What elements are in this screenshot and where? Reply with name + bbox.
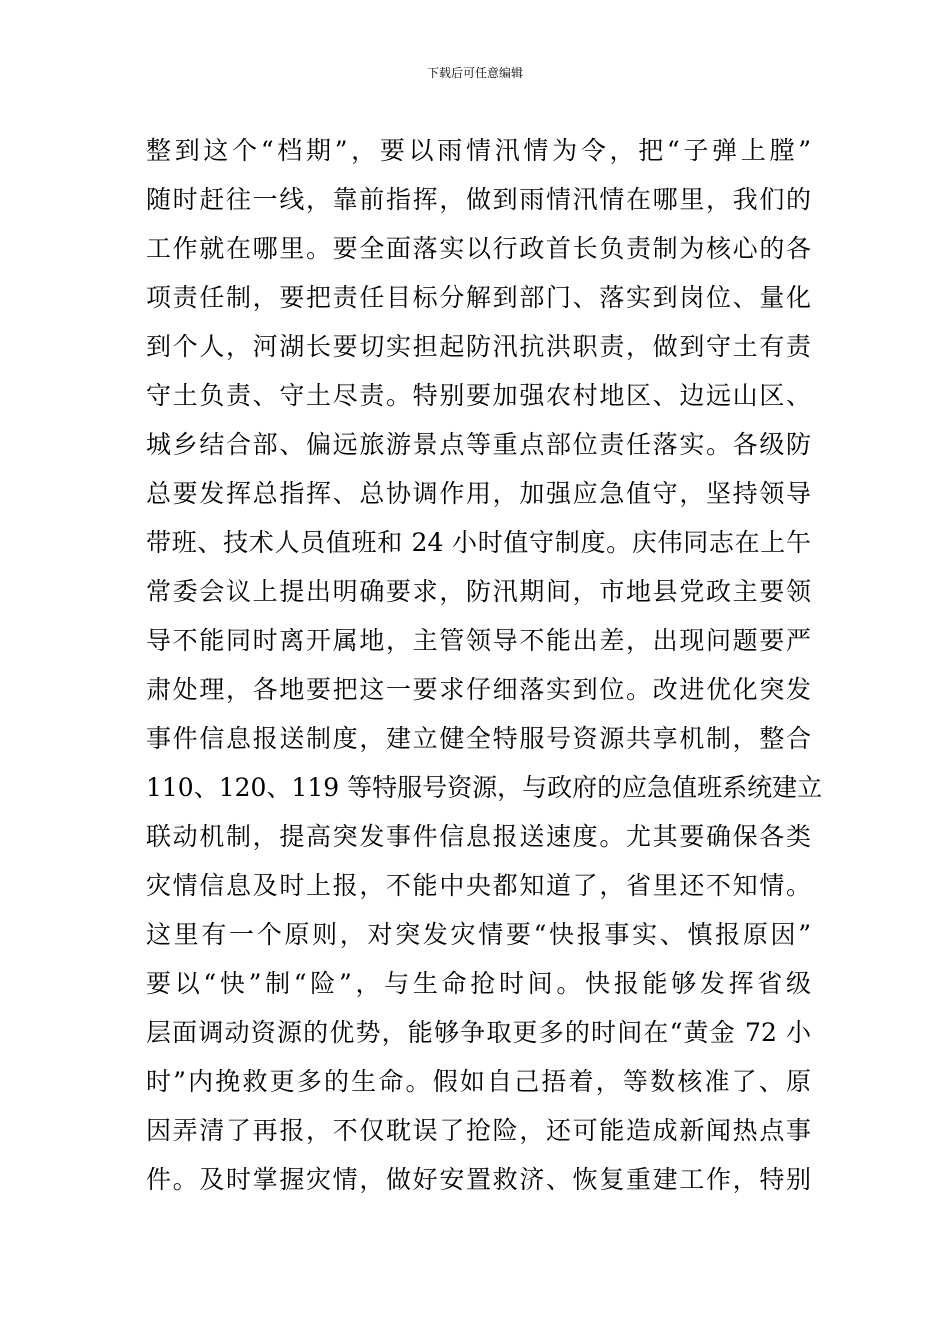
body-line: 到个人，河湖长要切实担起防汛抗洪职责，做到守土有责 bbox=[146, 332, 811, 361]
body-line: 110、120、119 等特服号资源，与政府的应急值班系统建立 bbox=[146, 773, 823, 802]
body-line: 项责任制，要把责任目标分解到部门、落实到岗位、量化 bbox=[146, 283, 811, 312]
body-line: 带班、技术人员值班和 24 小时值守制度。庆伟同志在上午 bbox=[146, 528, 811, 557]
body-line: 灾情信息及时上报，不能中央都知道了，省里还不知情。 bbox=[146, 871, 811, 900]
body-line: 时”内挽救更多的生命。假如自己捂着，等数核准了、原 bbox=[146, 1067, 811, 1096]
body-line: 联动机制，提高突发事件信息报送速度。尤其要确保各类 bbox=[146, 822, 811, 851]
body-line: 这里有一个原则，对突发灾情要“快报事实、慎报原因” bbox=[146, 920, 811, 949]
body-line: 因弄清了再报，不仅耽误了抢险，还可能造成新闻热点事 bbox=[146, 1116, 811, 1145]
body-line: 随时赶往一线，靠前指挥，做到雨情汛情在哪里，我们的 bbox=[146, 185, 811, 214]
body-line: 守土负责、守土尽责。特别要加强农村地区、边远山区、 bbox=[146, 381, 811, 410]
page-header: 下载后可任意编辑 bbox=[426, 66, 523, 80]
body-line: 件。及时掌握灾情，做好安置救济、恢复重建工作，特别 bbox=[146, 1165, 811, 1194]
body-line: 常委会议上提出明确要求，防汛期间，市地县党政主要领 bbox=[146, 577, 811, 606]
document-body bbox=[146, 126, 823, 1204]
body-line: 事件信息报送制度，建立健全特服号资源共享机制，整合 bbox=[146, 724, 811, 753]
body-line: 要以“快”制“险”，与生命抢时间。快报能够发挥省级 bbox=[146, 969, 811, 998]
body-line: 层面调动资源的优势，能够争取更多的时间在“黄金 72 小 bbox=[146, 1018, 811, 1047]
body-line: 导不能同时离开属地，主管领导不能出差，出现问题要严 bbox=[146, 626, 811, 655]
body-line: 工作就在哪里。要全面落实以行政首长负责制为核心的各 bbox=[146, 234, 811, 263]
body-line: 总要发挥总指挥、总协调作用，加强应急值守，坚持领导 bbox=[146, 479, 811, 508]
body-line: 肃处理，各地要把这一要求仔细落实到位。改进优化突发 bbox=[146, 675, 811, 704]
body-line: 城乡结合部、偏远旅游景点等重点部位责任落实。各级防 bbox=[146, 430, 811, 459]
body-line: 整到这个“档期”，要以雨情汛情为令，把“子弹上膛” bbox=[146, 136, 811, 165]
